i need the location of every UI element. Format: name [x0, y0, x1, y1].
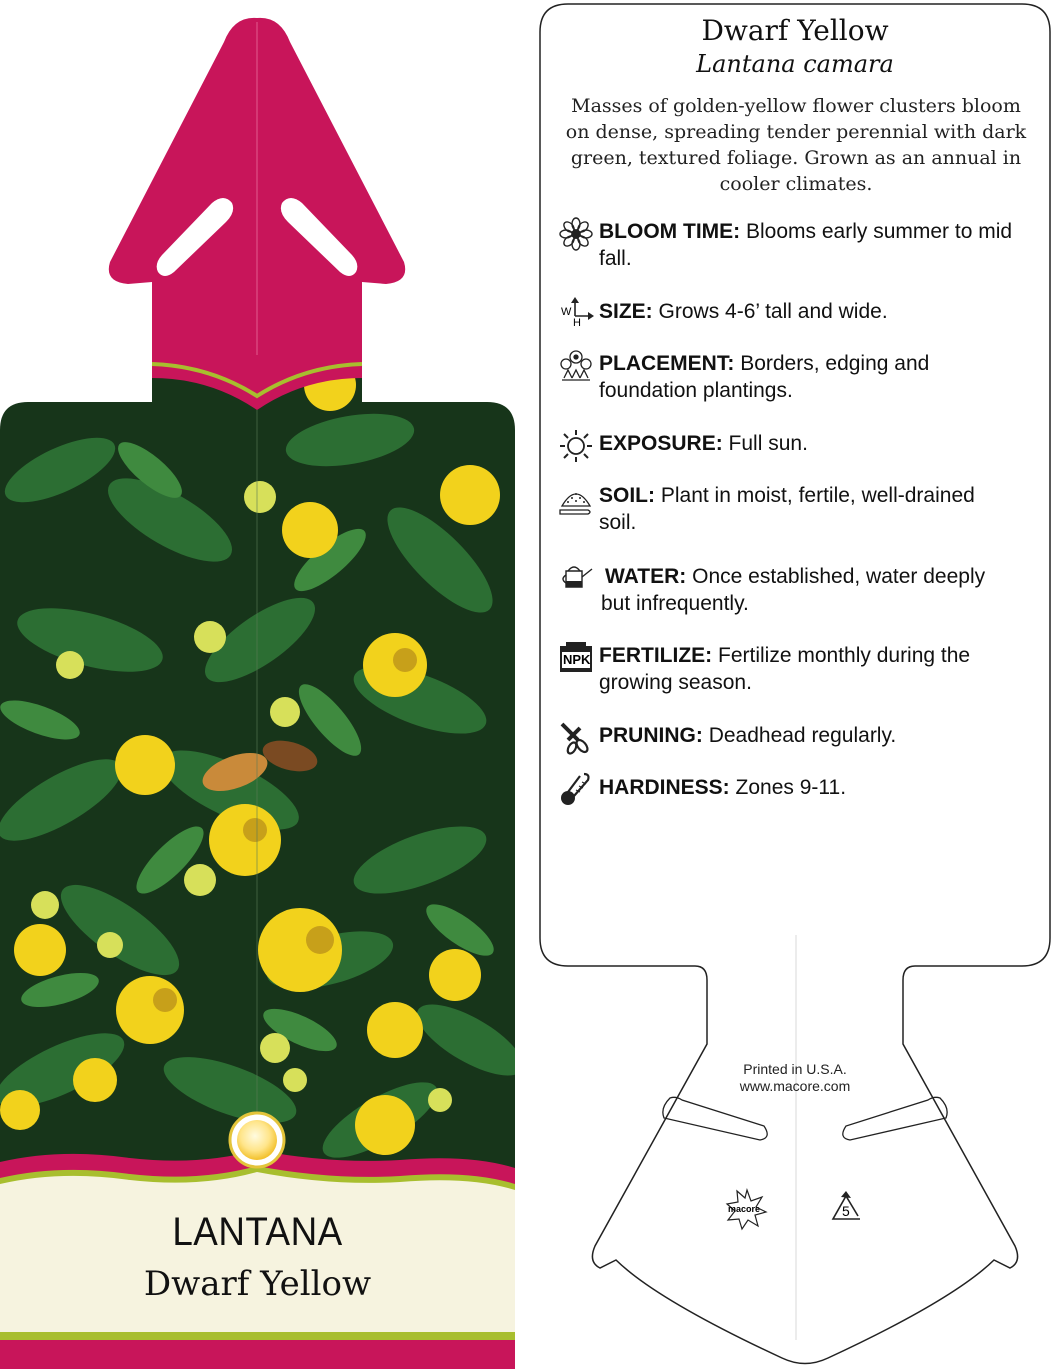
detail-label: WATER:	[605, 565, 687, 588]
detail-text: Plant in moist, fertile, well-drained	[660, 484, 975, 507]
recycle-number: 5	[842, 1203, 850, 1219]
detail-text: Grows 4-6’ tall and wide.	[658, 300, 888, 323]
detail-continued: growing season.	[599, 671, 752, 694]
detail-label: EXPOSURE:	[599, 432, 723, 455]
detail-continued: soil.	[599, 511, 637, 534]
placement-flowers-icon	[558, 348, 594, 384]
detail-label: SIZE:	[599, 300, 653, 323]
detail-label: BLOOM TIME:	[599, 220, 741, 243]
front-variety-name: Dwarf Yellow	[143, 1264, 372, 1304]
watering-can-icon	[558, 561, 594, 597]
back-description: Masses of golden-yellow flower clusters bloom on dense, spreading tender perennial with dark green, textured foliage. Grown as an annual in cooler climates.	[565, 95, 1027, 195]
detail-text: Deadhead regularly.	[708, 724, 897, 747]
size-icon-h: H	[573, 317, 581, 329]
printed-line: Printed in U.S.A.	[743, 1061, 847, 1077]
thermometer-icon	[558, 772, 594, 808]
macore-logo-text: macore	[728, 1204, 761, 1214]
pruning-shears-icon	[558, 720, 594, 756]
flower-icon	[558, 216, 594, 252]
printed-in-usa	[690, 1061, 900, 1095]
back-latin-name: Lantana camara	[696, 50, 894, 78]
detail-label: FERTILIZE:	[599, 644, 713, 667]
detail-text: Full sun.	[728, 432, 808, 455]
detail-text: Borders, edging and	[740, 352, 930, 375]
detail-continued: foundation plantings.	[599, 379, 793, 402]
size-icon-w: W	[561, 306, 572, 318]
detail-label: PRUNING:	[599, 724, 703, 747]
detail-label: HARDINESS:	[599, 776, 730, 799]
detail-text: Fertilize monthly during the	[718, 644, 971, 667]
detail-label: PLACEMENT:	[599, 352, 735, 375]
npk-label: NPK	[563, 652, 591, 667]
detail-text: Once established, water deeply	[692, 565, 986, 588]
detail-label: SOIL:	[599, 484, 655, 507]
website-line: www.macore.com	[739, 1078, 851, 1094]
sun-icon	[558, 428, 594, 464]
soil-trowel-icon	[558, 480, 594, 516]
detail-text: Zones 9-11.	[735, 776, 847, 799]
detail-continued: but infrequently.	[601, 592, 749, 615]
detail-continued: fall.	[599, 247, 632, 270]
detail-text: Blooms early summer to mid	[746, 220, 1013, 243]
front-plant-name: LANTANA	[172, 1210, 343, 1254]
back-title: Dwarf Yellow	[701, 14, 889, 47]
